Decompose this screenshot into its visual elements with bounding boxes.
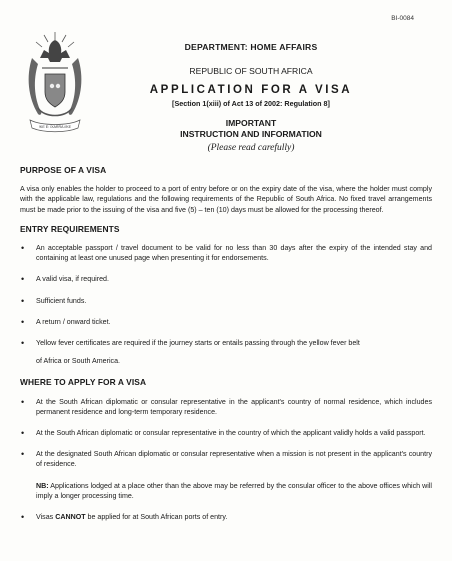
where-to-apply-heading: WHERE TO APPLY FOR A VISA	[20, 377, 147, 388]
entry-requirements-heading: ENTRY REQUIREMENTS	[20, 223, 120, 234]
form-code: BI-0084	[391, 15, 414, 22]
list-item-continuation: of Africa or South America.	[36, 357, 120, 366]
ports-pre: Visas	[36, 513, 56, 522]
list-item: • At the South African diplomatic or consular representative in the country of which the applicant validly holds a valid passport.	[20, 428, 432, 438]
ports-post: be applied for at South African ports of entry.	[85, 513, 228, 522]
instruction-label: INSTRUCTION AND INFORMATION	[180, 128, 322, 139]
motto-text: !KE E: /XARRA //KE	[38, 125, 72, 129]
important-label: IMPORTANT	[225, 118, 277, 128]
list-item: • Yellow fever certificates are required if the journey starts or entails passing through the yellow fever belt	[20, 338, 432, 348]
list-item: • Sufficient funds.	[20, 296, 432, 306]
important-heading	[96, 118, 406, 139]
republic-heading: REPUBLIC OF SOUTH AFRICA	[189, 66, 313, 76]
page-title: APPLICATION FOR A VISA	[149, 84, 353, 96]
entry-requirements-list	[20, 243, 432, 348]
list-item	[20, 512, 432, 522]
purpose-heading: PURPOSE OF A VISA	[20, 165, 107, 175]
where-to-apply-list	[20, 397, 432, 470]
coat-of-arms-logo	[22, 28, 88, 140]
list-item: • At the South African diplomatic or consular representative in the applicant's country of normal residence, which includes permanent residence and long-term temporary residence.	[20, 397, 432, 417]
nb-text: Applications lodged at a place other than the above may be referred by the consular officer to the above offices which will imply a longer processing time.	[36, 481, 432, 500]
list-item: • A return / onward ticket.	[20, 317, 432, 327]
list-item: • At the designated South African diplomatic or consular representative when a mission is not present in the applicant's country of residence.	[20, 449, 432, 469]
list-item: • A valid visa, if required.	[20, 274, 432, 284]
department-heading: DEPARTMENT: HOME AFFAIRS	[184, 42, 318, 52]
nb-label: NB:	[36, 481, 49, 490]
document-body	[20, 165, 432, 533]
ports-bold: CANNOT	[55, 513, 86, 522]
read-carefully-note: (Please read carefully)	[207, 143, 295, 153]
purpose-text: A visa only enables the holder to proceed to a port of entry before or on the expiry date of the visa, where the holder must comply with the applicable law, regulations and the following requirements of the Republic of South Africa. No fixed travel arrangements must be made prior to the issuing of the visa and five (5) – ten (10) days must be allowed for the processing thereof.	[20, 185, 432, 214]
list-item: • An acceptable passport / travel document to be valid for no less than 30 days after the expiry of the intended stay and containing at least one unused page when presenting it for endorsements.	[20, 243, 432, 263]
ports-of-entry-list	[20, 512, 432, 522]
section-reference: [Section 1(xiii) of Act 13 of 2002: Regulation 8]	[172, 99, 330, 108]
nb-note	[20, 481, 432, 501]
